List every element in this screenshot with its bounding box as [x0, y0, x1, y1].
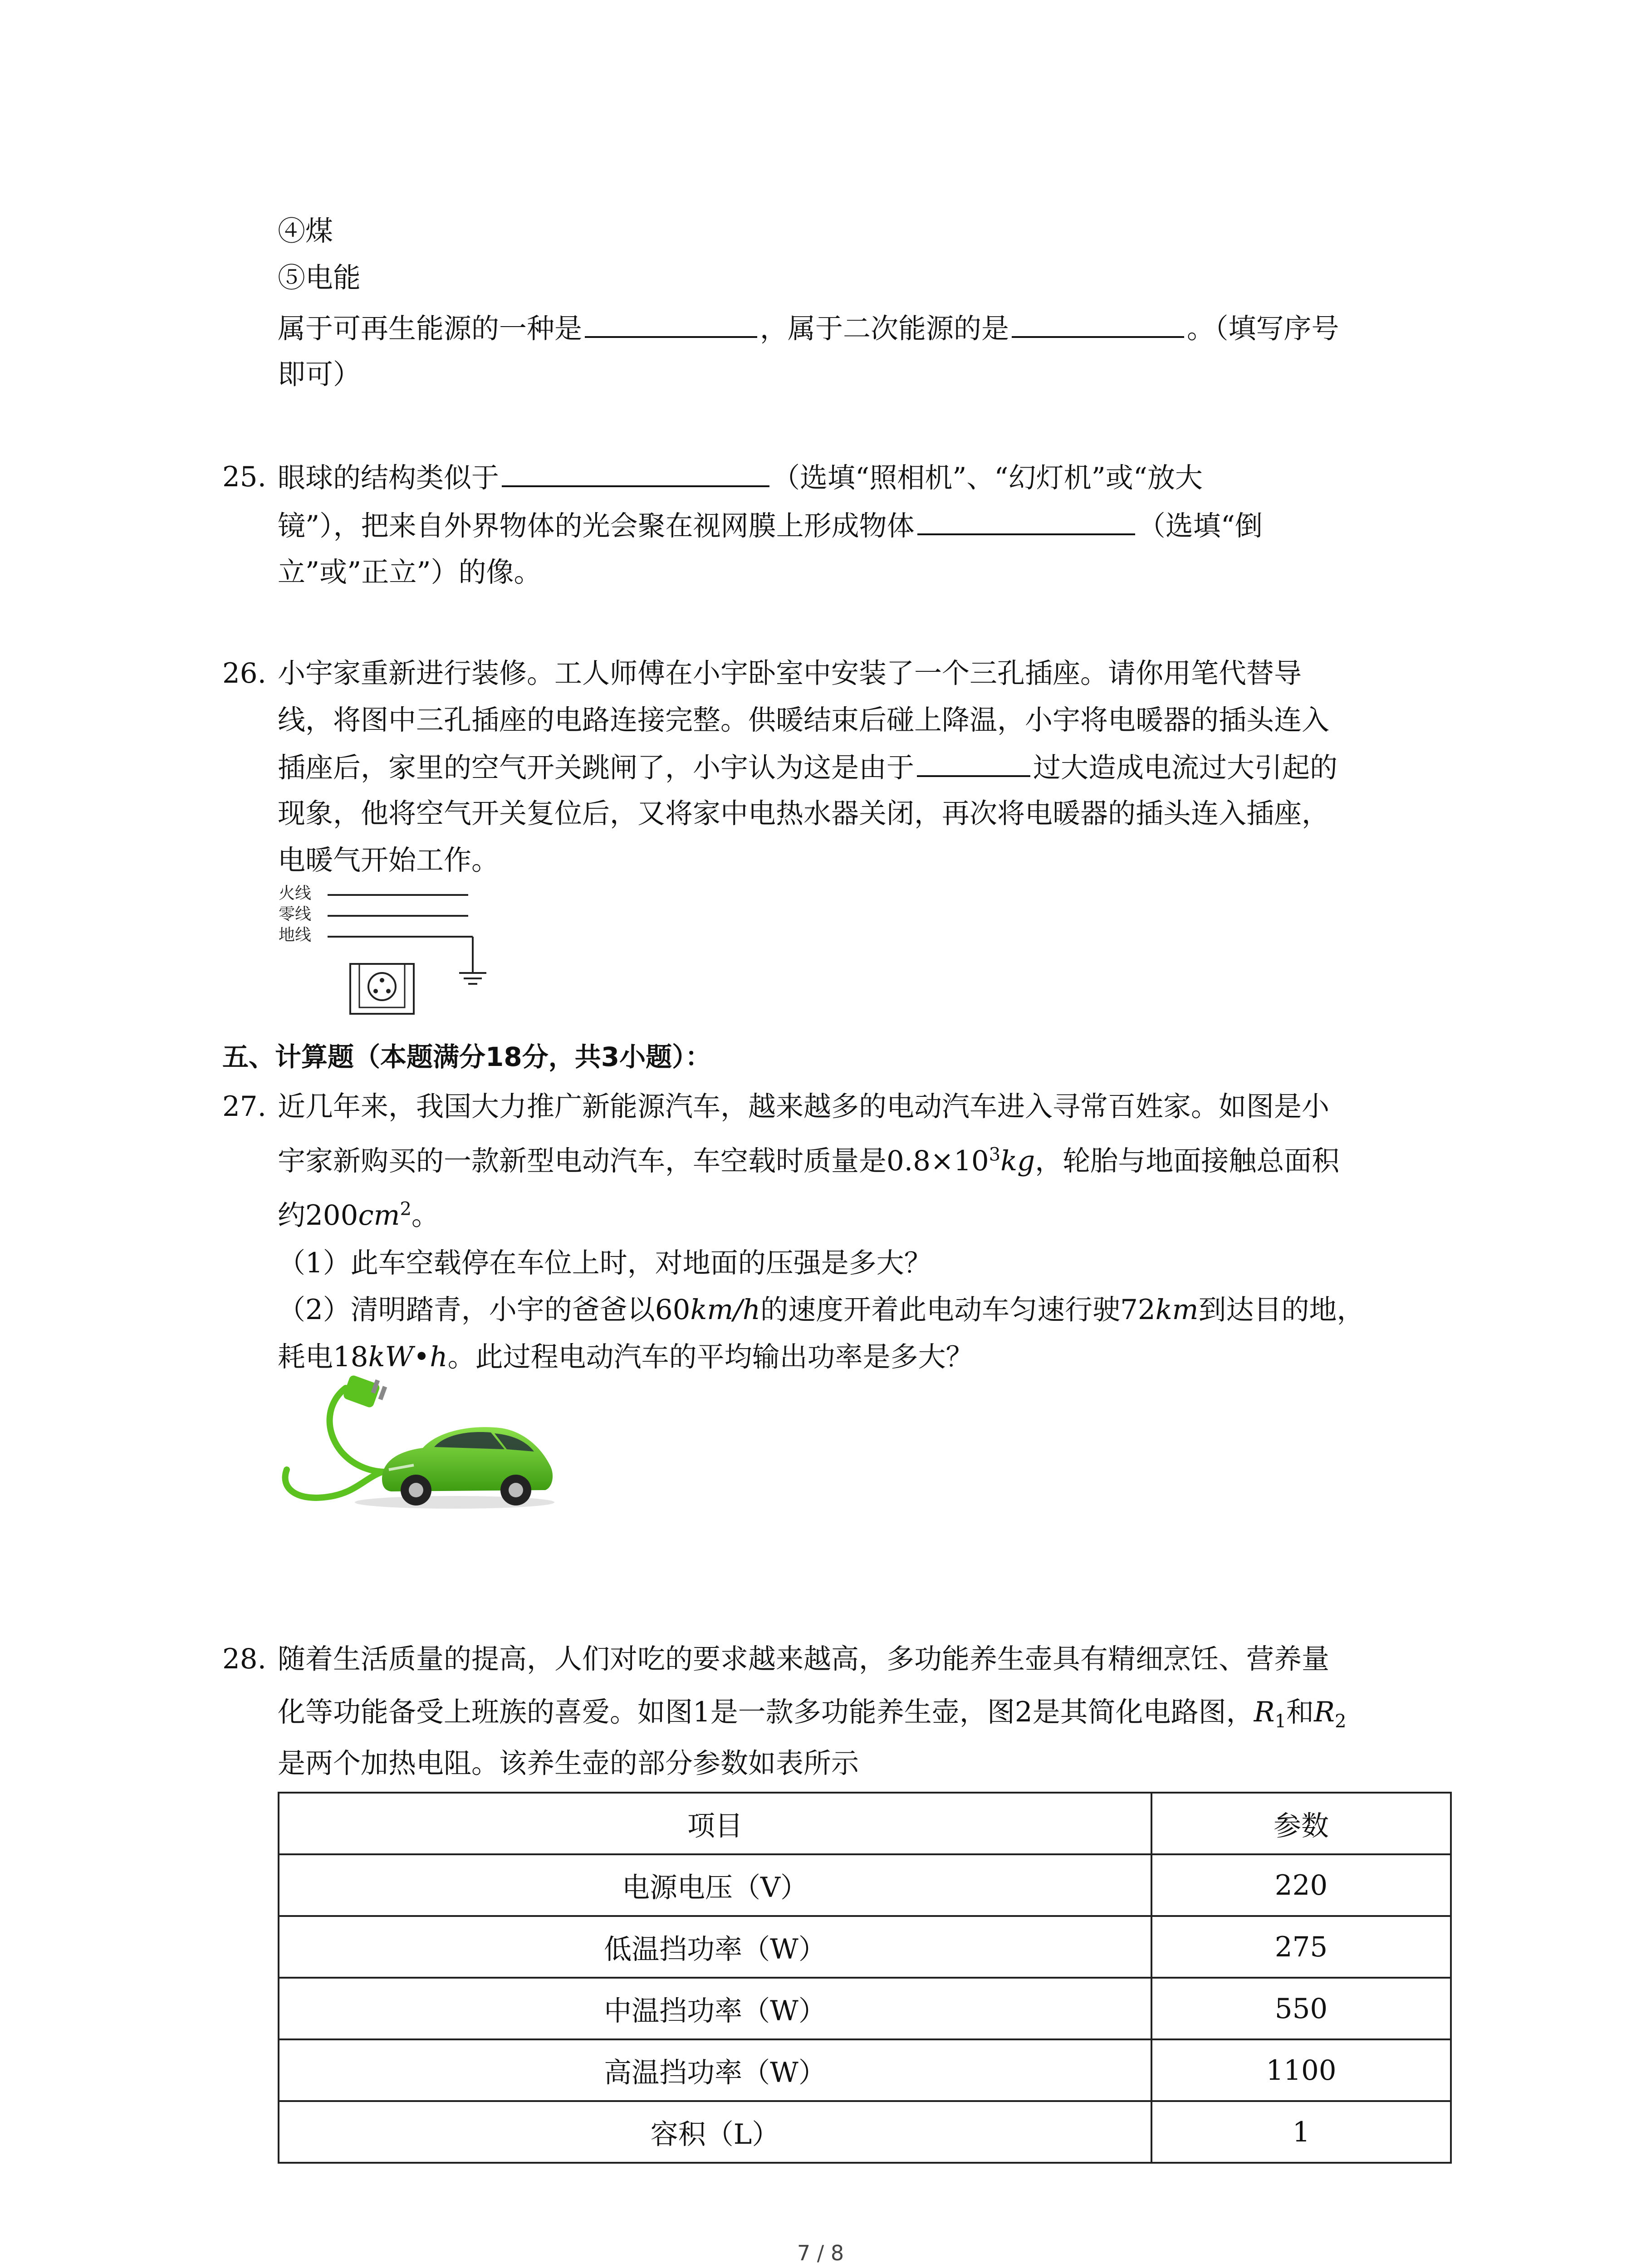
electric-car-image: [278, 1374, 559, 1510]
q27-energy-unit: kW•h: [368, 1341, 448, 1373]
q27-area-unit: cm: [358, 1199, 400, 1232]
q27-line-2-end: ，轮胎与地面接触总面积: [1035, 1145, 1340, 1177]
q26-line-5: 电暖气开始工作。: [278, 844, 500, 876]
q28-line-1: 随着生活质量的提高，人们对吃的要求越来越高，多功能养生壶具有精细烹饪、营养量: [278, 1643, 1330, 1675]
q24-line-2: 即可）: [278, 358, 361, 391]
q24-text-a: 属于可再生能源的一种是: [278, 313, 583, 345]
table-cell-item: 容积（L）: [279, 2101, 1151, 2163]
q27-distance-unit: km: [1155, 1294, 1199, 1326]
q27-part-2: [278, 1292, 1365, 1328]
table-cell-item: 电源电压（V）: [279, 1854, 1151, 1916]
q26-blank[interactable]: [917, 749, 1030, 777]
q26-line-4: 现象，他将空气开关复位后，又将家中电热水器关闭，再次将电暖器的插头连入插座，: [278, 797, 1330, 830]
table-cell-value: 220: [1151, 1854, 1451, 1916]
resistor-r1-symbol: R: [1254, 1696, 1275, 1728]
q26-text-a: 插座后，家里的空气开关跳闸了，小宇认为这是由于: [278, 752, 915, 784]
table-row: [279, 1978, 1451, 2039]
q26-line-2: 线，将图中三孔插座的电路连接完整。供暖结束后碰上降温，小宇将电暖器的插头连入: [278, 704, 1330, 736]
q25-number: 25.: [222, 461, 267, 493]
table-cell-item: 低温挡功率（W）: [279, 1916, 1151, 1978]
page-number: 7 / 8: [797, 2241, 844, 2265]
q27-line-3: [278, 1198, 439, 1234]
q27-area-exponent: 2: [400, 1198, 411, 1220]
q25-text-a: 眼球的结构类似于: [278, 462, 500, 494]
q25-blank-1[interactable]: [502, 459, 769, 487]
q26-number: 26.: [222, 657, 267, 689]
table-cell-value: 550: [1151, 1978, 1451, 2039]
table-cell-value: 1100: [1151, 2039, 1451, 2101]
socket-wiring-diagram: [278, 882, 495, 1018]
q27-number: 27.: [222, 1090, 267, 1123]
q27-p3-text-b: 。此过程电动汽车的平均输出功率是多大？: [447, 1341, 974, 1373]
charging-cable: [285, 1470, 382, 1498]
q28-line-3: 是两个加热电阻。该养生壶的部分参数如表所示: [278, 1747, 859, 1779]
q27-mass-exponent: 3: [989, 1144, 1001, 1165]
q27-mass-unit: kg: [1000, 1145, 1035, 1177]
q24-option-5: ⑤电能: [278, 262, 361, 294]
q24-text-b: ，属于二次能源的是: [760, 313, 1009, 345]
resistor-r2-subscript: 2: [1334, 1711, 1347, 1732]
q25-text-b: （选填“照相机”、“幻灯机”或“放大: [772, 462, 1203, 494]
ground-symbol: [459, 973, 486, 984]
table-row: [279, 1916, 1451, 1978]
q27-line-3-end: 。: [411, 1199, 439, 1232]
q27-part-2-cont: [278, 1339, 974, 1375]
q27-speed-unit: km/h: [690, 1294, 761, 1326]
q26-line-1: 小宇家重新进行装修。工人师傅在小宇卧室中安装了一个三孔插座。请你用笔代替导: [278, 657, 1302, 689]
parameter-table: [278, 1792, 1452, 2164]
q27-part-1: （1）此车空载停在车位上时，对地面的压强是多大？: [278, 1247, 932, 1279]
section-5-heading: 五、计算题（本题满分18分，共3小题）：: [222, 1041, 712, 1072]
resistor-r1-subscript: 1: [1274, 1711, 1287, 1732]
q24-option-4: ④煤: [278, 215, 333, 247]
table-cell-value: 275: [1151, 1916, 1451, 1978]
table-row: [279, 2101, 1451, 2163]
q28-line-2: [278, 1694, 1346, 1730]
table-cell-value: 1: [1151, 2101, 1451, 2163]
q27-mass-text: 宇家新购买的一款新型电动汽车，车空载时质量是0.8×10: [278, 1145, 989, 1177]
q25-line-3: 立”或”正立”）的像。: [278, 556, 542, 588]
table-row: [279, 1854, 1451, 1916]
q27-p3-text-a: 耗电18: [278, 1341, 368, 1373]
table-cell-item: 中温挡功率（W）: [279, 1978, 1151, 2039]
q24-blank-2[interactable]: [1012, 310, 1184, 338]
q26-line-3: [278, 749, 1337, 786]
q25-blank-2[interactable]: [917, 507, 1135, 535]
table-row: [279, 2039, 1451, 2101]
car-icon: [382, 1427, 553, 1505]
table-header-item: 项目: [279, 1793, 1151, 1854]
q25-line-2: [278, 507, 1263, 544]
table-header-param: 参数: [1151, 1793, 1451, 1854]
table-header-row: [279, 1793, 1451, 1854]
resistor-r2-symbol: R: [1314, 1696, 1335, 1728]
table-cell-item: 高温挡功率（W）: [279, 2039, 1151, 2101]
q24-text-c: 。（填写序号: [1187, 313, 1339, 345]
plug-icon: [343, 1374, 387, 1408]
q28-and: 和: [1286, 1696, 1314, 1728]
q27-line-2: [278, 1143, 1339, 1179]
q24-line-1: [278, 310, 1339, 347]
q24-blank-1[interactable]: [585, 310, 757, 338]
q25-text-d: （选填“倒: [1137, 510, 1263, 542]
q27-area-text: 约200: [278, 1199, 358, 1232]
q26-text-b: 过大造成电流过大引起的: [1033, 752, 1338, 784]
q28-number: 28.: [222, 1643, 267, 1675]
q25-text-c: 镜”），把来自外界物体的光会聚在视网膜上形成物体: [278, 510, 915, 542]
q27-p2-text-b: 的速度开着此电动车匀速行驶72: [760, 1294, 1156, 1326]
ground-wire-label: 地线: [279, 926, 312, 944]
fire-wire-label: 火线: [279, 884, 312, 903]
q27-line-1: 近几年来，我国大力推广新能源汽车，越来越多的电动汽车进入寻常百姓家。如图是小: [278, 1090, 1330, 1123]
q27-p2-text-a: （2）清明踏青，小宇的爸爸以60: [278, 1294, 691, 1326]
q27-p2-text-c: 到达目的地，: [1198, 1294, 1365, 1326]
q28-text-a: 化等功能备受上班族的喜爱。如图1是一款多功能养生壶，图2是其简化电路图，: [278, 1696, 1254, 1728]
neutral-wire-label: 零线: [279, 905, 312, 924]
q25-line-1: [278, 459, 1203, 496]
three-hole-socket: [350, 964, 414, 1014]
